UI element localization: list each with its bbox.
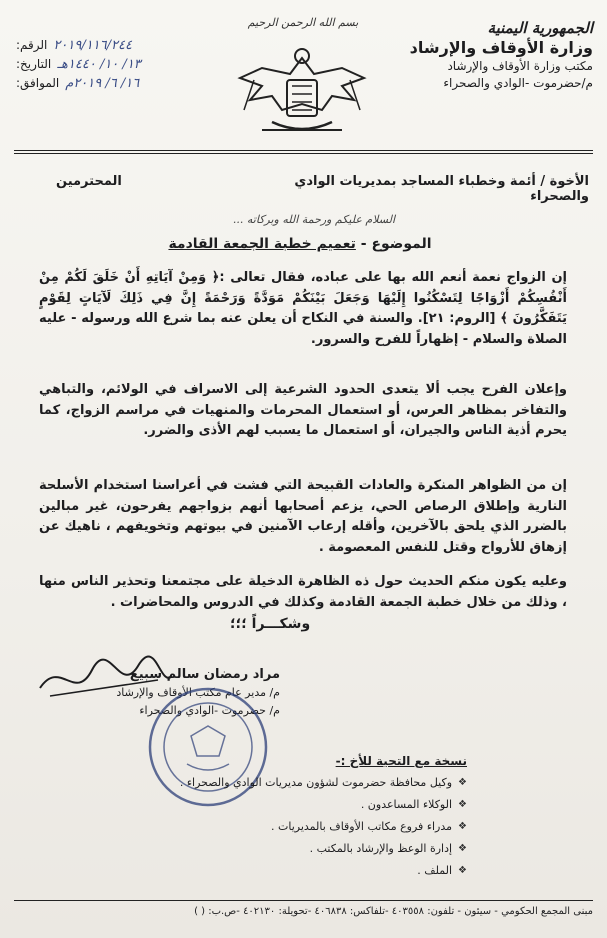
list-item <box>157 838 467 860</box>
list-item <box>157 816 467 838</box>
header-divider <box>14 150 593 151</box>
body-paragraph: إن الزواج نعمة أنعم الله بها على عباده، فقال تعالى :﴿ وَمِنْ آيَاتِهِ أَنْ خَلَقَ لَكُمْ مِنْ أَنْفُسِكُمْ أَزْوَاجًا لِتَسْكُنُوا إِلَيْهَا وَجَعَلَ بَيْنَكُمْ مَوَدَّةً وَرَحْمَةً إِنَّ فِي ذَلِكَ لَآيَاتٍ لِقَوْمٍ يَتَفَكَّرُونَ ﴾ [الروم: ٢١]. والسنة في النكاح أن يعلن عنه بما شرع الله ورسوله - عليه الصلاة والسلام - إظهاراً للفرح والسرور. <box>39 270 567 347</box>
ref-corresponding-label: الموافق: <box>16 76 60 90</box>
body-paragraph: وإعلان الفرح يجب ألا يتعدى الحدود الشرعية إلى الاسراف في الولائم، والتباهي والتفاخر بمظاهر العرس، أو استعمال المحرمات والمنهيات في مراسم الزواج، كما يحرم أذية الناس والجيران، أو استعمال ما يسبب لهم الأذى والضرر. <box>39 382 567 438</box>
list-item <box>157 860 467 882</box>
ref-date-row <box>16 55 216 74</box>
list-item-text: إدارة الوعظ والإرشاد بالمكتب . <box>309 842 453 855</box>
ref-number-row <box>16 36 216 55</box>
bullet-icon: ❖ <box>458 777 467 788</box>
body-paragraph: وعليه يكون منكم الحديث حول ذه الظاهرة الدخيلة على مجتمعنا وتحذير الناس منها ، وذلك من خلال خطبة الجمعة القادمة وكذلك في الدروس والمحاضرات . <box>39 574 567 610</box>
ref-number-value: ٢٠١٩/١١٦/٢٤٤ <box>53 38 132 53</box>
signatory-region: م/ حضرموت -الوادي والصحراء <box>139 704 280 717</box>
ref-corresponding-value: ١٦/ ٦/ ٢٠١٩م <box>65 76 140 91</box>
republic-name: الجمهورية اليمنية <box>487 19 593 37</box>
bullet-icon: ❖ <box>458 843 467 854</box>
header-divider-thin <box>14 153 593 154</box>
signatory-name: مراد رمضان سالم سبيع <box>129 667 280 682</box>
list-item <box>157 772 467 794</box>
addressee-line: الأخوة / أئمة وخطباء المساجد بمديريات الوادي والصحراء <box>294 174 589 204</box>
subject-label: الموضوع - <box>360 236 432 252</box>
yemen-eagle-emblem-icon <box>232 40 372 148</box>
list-item-text: الوكلاء المساعدون . <box>360 798 453 811</box>
ref-number-label: الرقم: <box>16 38 48 52</box>
office-name: مكتب وزارة الأوقاف والإرشاد <box>447 59 593 73</box>
letterhead <box>378 18 593 92</box>
list-item <box>157 794 467 816</box>
copies-title: نسخة مع التحية للأخ :- <box>335 754 467 768</box>
greeting: السلام عليكم ورحمة الله وبركاته ... <box>232 213 395 226</box>
bullet-icon: ❖ <box>458 865 467 876</box>
ref-corresponding-row <box>16 74 216 93</box>
copies-list <box>157 750 467 882</box>
region-name: م/حضرموت -الوادي والصحراء <box>443 76 593 90</box>
bullet-icon: ❖ <box>458 821 467 832</box>
subject-text: تعميم خطبة الجمعة القادمة <box>168 236 356 252</box>
list-item-text: مدراء فروع مكاتب الأوقاف بالمديريات . <box>271 820 453 833</box>
basmala: بسم الله الرحمن الرحيم <box>247 16 359 29</box>
signatory-title: م/ مدير عام مكتب الأوقاف والإرشاد <box>116 686 280 699</box>
footer-divider <box>14 900 593 901</box>
reference-block <box>16 36 216 93</box>
bullet-icon: ❖ <box>458 799 467 810</box>
list-item-text: وكيل محافظة حضرموت لشؤون مديريات الوادي والصحراء . <box>179 776 453 789</box>
ministry-name: وزارة الأوقاف والإرشاد <box>409 38 593 57</box>
footer-address: مبنى المجمع الحكومي - سيئون - تلفون: ٤٠٣٥٥٨ -تلفاكس: ٤٠٦٨٣٨ -تحويلة: ٤٠٢١٣٠ -ص.ب: ( ) <box>194 906 593 917</box>
list-item-text: الملف . <box>417 864 453 877</box>
addressee-honorific: المحترمين <box>56 174 122 189</box>
closing-thanks: وشكـــراً ؛؛؛ <box>230 616 311 632</box>
ref-date-label: التاريخ: <box>16 57 52 71</box>
subject-line <box>150 236 450 252</box>
body-paragraph: إن من الظواهر المنكرة والعادات القبيحة التي فشت في أعراسنا استخدام الأسلحة النارية وإطلاق الرصاص الحي، يزعم أصحابها أنهم بزواجهم يفرحون، غير مبالين بالضرر الذي يلحق بالآخرين، وأقله إرعاب الآمنين في بيوتهم وتخويفهم ، ناهيك عن إزهاق للأرواح وقتل للنفس المعصومة . <box>39 478 567 555</box>
ref-date-value: ١٣/ ١٠/ ١٤٤٠هـ <box>57 57 141 72</box>
